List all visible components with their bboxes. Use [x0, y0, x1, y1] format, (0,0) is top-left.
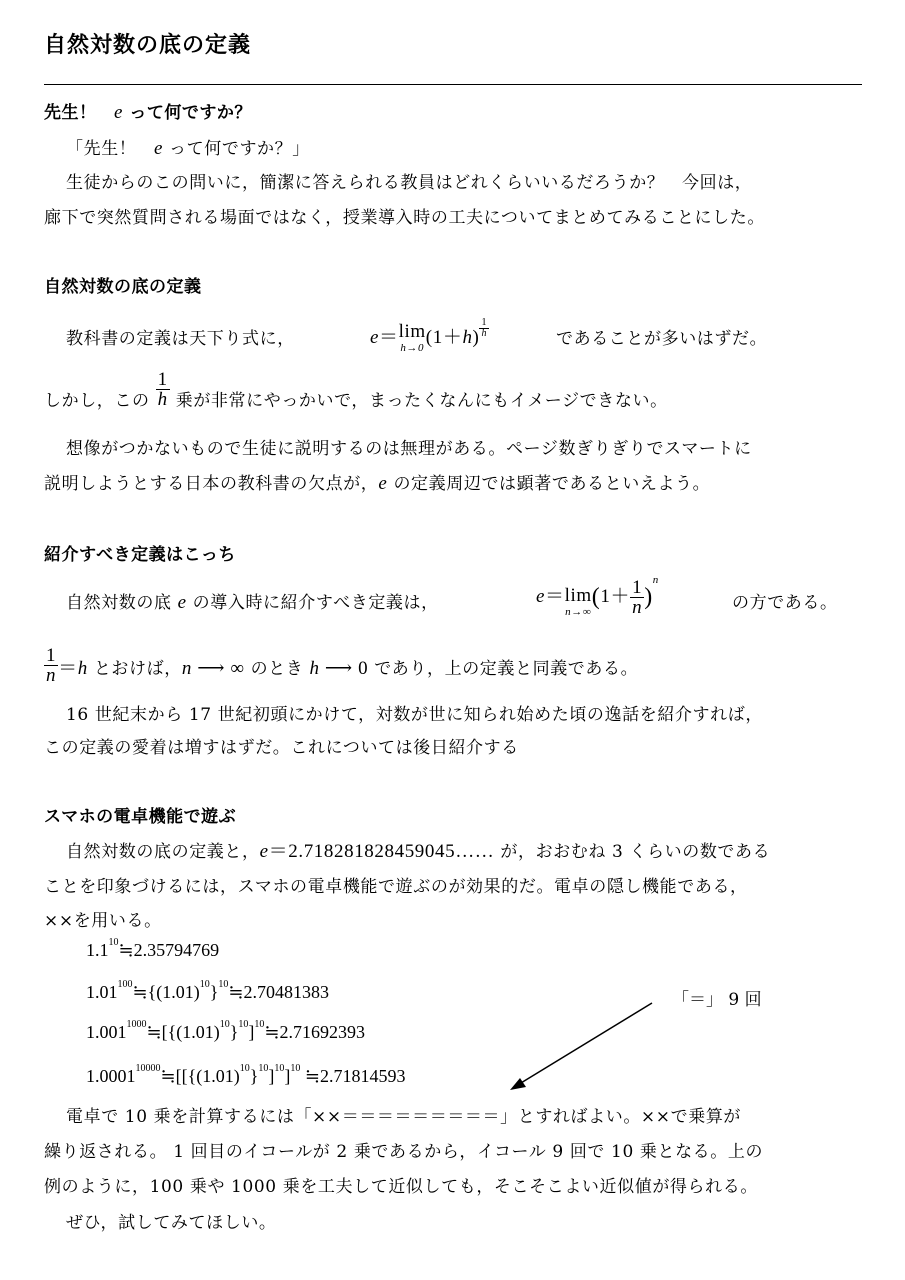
one-over-h-line: しかし，この $\frac{1}{h}$ 乗が非常にやっかいで，まったくなんにもイメージできない。	[44, 369, 668, 411]
limit-formula-recommended: e＝lim n→∞ (1＋ $\frac{1}{n}$ )$^n$	[536, 574, 659, 618]
fraction-one-over-h: $\frac{1}{h}$	[157, 369, 168, 410]
paragraph-line: 16 世紀末から 17 世紀初頭にかけて，対数が世に知られ始めた頃の逸話を紹介すれば，	[66, 705, 763, 725]
section-heading-recommended: 紹介すべき定義はこっち	[44, 545, 236, 565]
paragraph-line: 例のように，100 乗や 1000 乗を工夫して近似しても，そこそこよい近似値が得られる。	[44, 1177, 758, 1197]
substitution-line: $\frac{1}{n}$ ＝h とおけば，n ⟶ ∞ のとき h ⟶ 0 であり，上の定義と同義である。	[46, 645, 639, 686]
quote-line: 「先生！ e って何ですか？」	[66, 138, 310, 159]
equals-nine-times-note: 「＝」 9 回	[672, 990, 762, 1010]
paragraph-line: ××を用いる。	[44, 911, 162, 931]
calc-row-4: $1.0001^{10000}≒[[\{(1.01)^{10}\}^{10}]^{10}]^{10}$ ≒2.71814593	[86, 1063, 406, 1086]
section-heading-definition: 自然対数の底の定義	[44, 277, 202, 297]
paragraph-line: 電卓で 10 乗を計算するには「××＝＝＝＝＝＝＝＝＝」とすればよい。××で乗算が	[66, 1107, 742, 1127]
calc-row-1: $1.1^{10}≒2.35794769$	[86, 937, 220, 960]
fraction-one-over-n: $\frac{1}{n}$	[46, 645, 57, 686]
paragraph-line: 想像がつかないもので生徒に説明するのは無理がある。ページ数ぎりぎりでスマートに	[66, 439, 752, 459]
calc-row-2: $1.01^{100}≒\{(1.01)^{10}\}^{10}≒2.70481383$	[86, 979, 329, 1002]
paragraph-line: 生徒からのこの問いに，簡潔に答えられる教員はどれくらいいるだろうか？ 今回は，	[66, 173, 753, 193]
paragraph-line: 繰り返される。 1 回目のイコールが 2 乗であるから，イコール 9 回で 10 乗となる。上の	[44, 1142, 764, 1162]
paragraph-line: 自然対数の底の定義と，e＝2.718281828459045…… が，おおむね 3 くらいの数である	[66, 841, 771, 862]
definition-line: 教科書の定義は天下り式に， e＝lim h→0 (1＋h) $^{\frac{1}{h}}$ であることが多いはずだ。	[66, 317, 768, 354]
paragraph-line: 廊下で突然質問される場面ではなく，授業導入時の工夫についてまとめてみることにした。	[44, 208, 765, 228]
section-heading-question: 先生！ e って何ですか？	[44, 102, 252, 123]
page-title: 自然対数の底の定義	[44, 33, 252, 58]
paragraph-line: この定義の愛着は増すはずだ。これについては後日紹介する	[44, 738, 519, 758]
recommended-definition-line: 自然対数の底 e の導入時に紹介すべき定義は， e＝lim n→∞ (1＋ $\frac{1}{n}$ )$^n$ の方である。	[66, 574, 838, 618]
paragraph-line: ぜひ，試してみてほしい。	[66, 1213, 277, 1233]
limit-formula-textbook: e＝lim h→0 (1＋h) $^{\frac{1}{h}}$	[370, 317, 488, 354]
section-heading-calculator: スマホの電卓機能で遊ぶ	[44, 807, 237, 827]
paragraph-line: ことを印象づけるには，スマホの電卓機能で遊ぶのが効果的だ。電卓の隠し機能である，	[44, 877, 748, 897]
paragraph-line: 説明しようとする日本の教科書の欠点が，e の定義周辺では顕著であるといえよう。	[44, 473, 711, 494]
calc-row-3: $1.001^{1000}≒[\{(1.01)^{10}\}^{10}]^{10}≒2.71692393$	[86, 1019, 365, 1042]
